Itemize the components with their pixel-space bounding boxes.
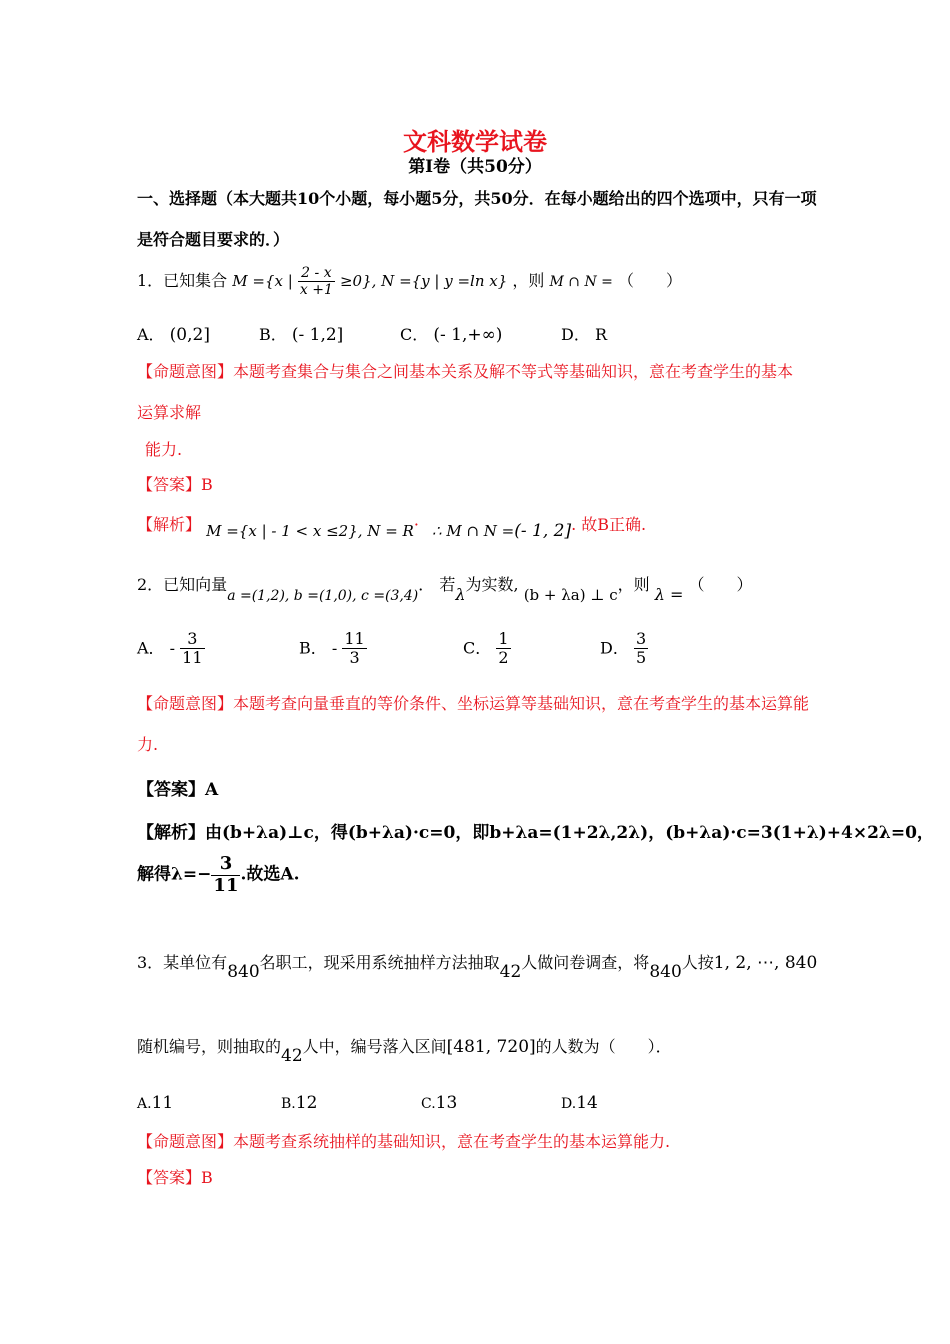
q3-option-c: C.13 [421,1093,458,1113]
q2-intent-label: 【命题意图】 [137,694,234,713]
q1-stem-prefix: 1．已知集合 [137,271,228,291]
q1-set-m-left: M ={x | [232,272,293,291]
q1-analysis-text: . 故B正确. [571,515,647,534]
q1-answer [137,472,213,495]
q2-option-d: D． $\frac{3}{5}$ [600,629,647,668]
q1-intent-line3: 能力. [145,440,183,459]
q3-answer-label: 【答案】 [137,1168,202,1187]
q1-analysis-math2: ∴ M ∩ N = [432,522,515,540]
q2-perp: (b + λa) ⊥ c [523,586,618,604]
q2-dot: ． [418,575,435,594]
q3-option-a: A.11 [137,1093,174,1113]
q1-frac-num: 2 - x [298,265,335,282]
q3-answer [137,1165,213,1188]
q2-option-a-frac: $\frac{3}{11}$ [182,629,203,668]
q2-ze: ，则 [617,575,650,594]
q3-interval: [481, 720] [446,1037,536,1057]
q1-analysis-math1: M ={x | - 1 < x ≤2}, N = R [206,522,414,540]
q1-paren: （ ） [618,271,683,291]
page-title: 文科数学试卷 [403,127,547,156]
q2-option-b: B． - $\frac{11}{3}$ [299,629,365,668]
q3-n840: 840 [227,962,260,982]
q3-n42b: 42 [281,1046,303,1066]
q3-sequence: 1, 2, ⋯, 840 [713,953,818,973]
q2-option-c-frac: $\frac{1}{2}$ [498,629,509,668]
q2-analysis-line1: 【解析】由(b+λa)⊥c，得(b+λa)·c=0，即b+λa=(1+2λ,2λ)，(b+λa)·c=3(1+λ)+4×2λ=0， [137,823,934,843]
q2-analysis-label: 【解析】 [137,823,205,843]
q3-stem-line2: 随机编号，则抽取的42人中，编号落入区间[481, 720]的人数为（ ）． [137,1037,672,1066]
q2-ruo: 若 [439,575,456,594]
q1-analysis-dot: · [413,515,419,534]
q2-answer-value: A [205,780,219,800]
q1-intersection: M ∩ N = [549,274,613,291]
q2-option-d-frac: $\frac{3}{5}$ [635,629,647,668]
q1-analysis-math3: (- 1, 2] [514,521,572,541]
q2-option-c: C． $\frac{1}{2}$ [463,629,509,668]
q2-paren: （ ） [688,575,753,594]
q1-option-a: A． (0,2] [137,325,210,345]
q3-intent-label: 【命题意图】 [137,1132,234,1151]
q1-stem-suffix: ，则 [512,271,545,291]
q1-option-c: C． (- 1,+∞) [400,325,503,345]
section-heading-line1: 一、选择题（本大题共10个小题，每小题5分，共50分．在每小题给出的四个选项中，只有一项 [137,189,817,208]
q3-stem-line1: 3．某单位有840名职工，现采用系统抽样方法抽取42人做问卷调查，将840人按1, 2, ⋯, 840 [137,953,818,982]
q2-answer [137,775,218,800]
q3-n42: 42 [499,962,522,982]
q2-option-a: A． - $\frac{3}{11}$ [137,629,203,668]
q1-set-m-right: ≥0}, N ={y | y =ln x} [339,272,508,291]
q2-option-b-frac: $\frac{11}{3}$ [344,629,365,668]
q2-intent-line1: 【命题意图】本题考查向量垂直的等价条件、坐标运算等基础知识，意在考查学生的基本运算能 [137,694,810,713]
page-subtitle: 第Ⅰ卷（共50分） [408,157,542,177]
section-heading-line2: 是符合题目要求的．） [137,230,290,249]
q3-answer-value: B [201,1168,213,1187]
q2-vectors: a =(1,2), b =(1,0), c =(3,4) [227,588,419,604]
q2-answer-label: 【答案】 [137,780,205,800]
q1-analysis [137,512,647,541]
q3-option-d: D.14 [561,1093,598,1113]
q2-lambda: λ [455,585,466,604]
q1-option-d: D． R [561,325,607,344]
q2-analysis-line2: 解得λ=− $\frac{3}{11}$ .故选A. [137,853,300,896]
q2-stem [137,572,753,604]
q2-lambda-eq: λ = [654,585,684,604]
q3-intent: 【命题意图】本题考查系统抽样的基础知识，意在考查学生的基本运算能力. [137,1132,671,1151]
q1-intent-line1: 【命题意图】本题考查集合与集合之间基本关系及解不等式等基础知识，意在考查学生的基本 [137,362,794,381]
q1-frac-den: x +1 [299,282,333,299]
q1-stem [137,265,682,298]
q2-shishu: 为实数, [465,575,519,594]
q1-option-b: B． (- 1,2] [259,325,344,345]
q2-stem-prefix: 2．已知向量 [137,575,228,594]
q1-analysis-label: 【解析】 [137,515,202,534]
q1-fraction [298,265,335,298]
q3-n840b: 840 [649,962,682,982]
q2-intent-line2: 力. [137,735,159,754]
q1-intent-line2: 运算求解 [137,403,202,422]
q1-answer-value: B [201,475,213,494]
q1-intent-label: 【命题意图】 [137,362,234,381]
q1-answer-label: 【答案】 [137,475,202,494]
q2-analysis-frac: $\frac{3}{11}$ [213,853,239,896]
q3-option-b: B.12 [281,1093,318,1113]
